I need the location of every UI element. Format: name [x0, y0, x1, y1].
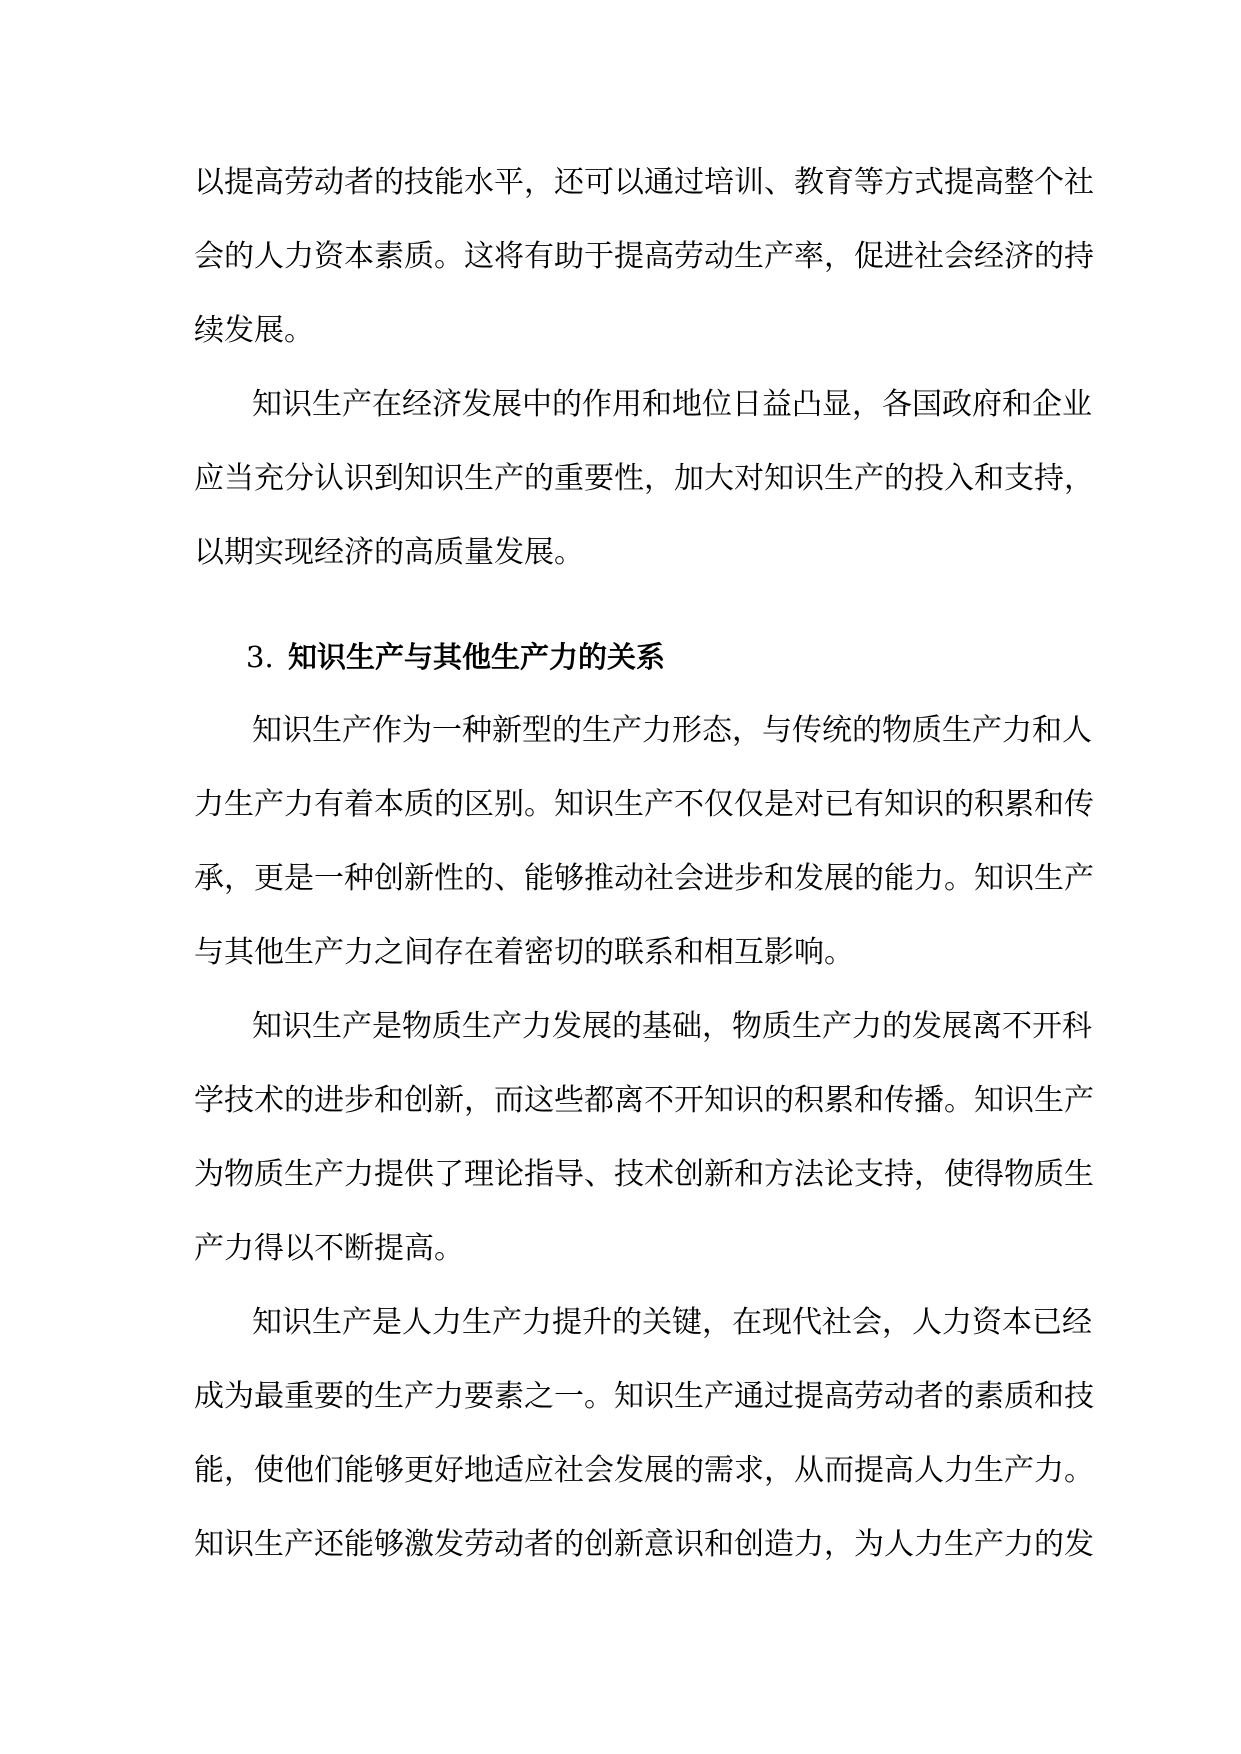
paragraph-intro-continued — [194, 146, 1094, 368]
text-line: 成为最重要的生产力要素之一。知识生产通过提高劳动者的素质和技 — [194, 1379, 1094, 1414]
text-line: 承，更是一种创新性的、能够推动社会进步和发展的能力。知识生产 — [194, 861, 1094, 896]
text-line: 知识生产是人力生产力提升的关键，在现代社会，人力资本已经 — [252, 1305, 1092, 1340]
paragraph-2 — [194, 990, 1094, 1286]
document-body — [194, 146, 1094, 1582]
paragraph-summary — [194, 368, 1094, 590]
text-line: 会的人力资本素质。这将有助于提高劳动生产率，促进社会经济的持 — [194, 239, 1094, 274]
text-line: 力生产力有着本质的区别。知识生产不仅仅是对已有知识的积累和传 — [194, 787, 1094, 822]
section-number: 3. — [246, 640, 274, 674]
text-line: 产力得以不断提高。 — [194, 1231, 464, 1266]
text-line: 知识生产作为一种新型的生产力形态，与传统的物质生产力和人 — [252, 713, 1092, 748]
text-line: 以期实现经济的高质量发展。 — [194, 535, 584, 570]
paragraph-3 — [194, 1286, 1094, 1582]
text-line: 以提高劳动者的技能水平，还可以通过培训、教育等方式提高整个社 — [194, 165, 1094, 200]
text-line: 知识生产在经济发展中的作用和地位日益凸显，各国政府和企业 — [252, 387, 1092, 422]
text-line: 学技术的进步和创新，而这些都离不开知识的积累和传播。知识生产 — [194, 1083, 1094, 1118]
section-heading — [194, 620, 1066, 694]
paragraph-1 — [194, 694, 1094, 990]
text-line: 与其他生产力之间存在着密切的联系和相互影响。 — [194, 935, 854, 970]
text-line: 能，使他们能够更好地适应社会发展的需求，从而提高人力生产力。 — [194, 1453, 1094, 1488]
text-line: 为物质生产力提供了理论指导、技术创新和方法论支持，使得物质生 — [194, 1157, 1094, 1192]
text-line: 应当充分认识到知识生产的重要性，加大对知识生产的投入和支持， — [194, 461, 1094, 496]
text-line: 知识生产是物质生产力发展的基础，物质生产力的发展离不开科 — [252, 1009, 1092, 1044]
text-line: 知识生产还能够激发劳动者的创新意识和创造力，为人力生产力的发 — [194, 1527, 1094, 1562]
text-line: 续发展。 — [194, 313, 314, 348]
section-title: 知识生产与其他生产力的关系 — [288, 640, 666, 674]
